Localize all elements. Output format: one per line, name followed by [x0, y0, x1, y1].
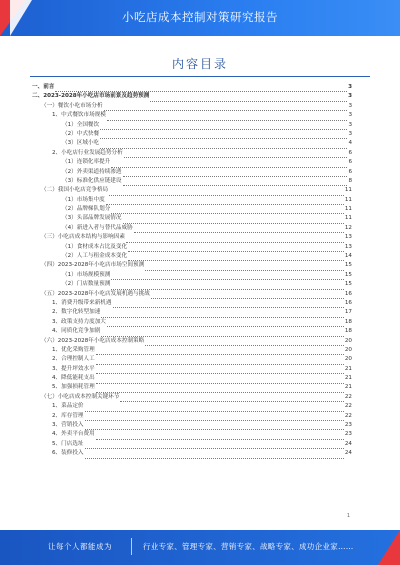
toc-entry-page: 21	[344, 365, 352, 372]
toc-entry[interactable]	[32, 365, 352, 374]
toc-entry-page: 13	[344, 234, 352, 241]
toc-entry[interactable]	[32, 440, 352, 449]
toc-entry-page: 6	[348, 149, 352, 156]
table-of-contents	[32, 83, 352, 459]
footer-red-corner	[378, 530, 400, 565]
toc-entry-page: 22	[344, 412, 352, 419]
toc-entry-label: 4、降低能耗支出	[52, 375, 95, 382]
toc-leader-dots	[85, 423, 344, 430]
toc-entry-page: 21	[344, 384, 352, 391]
toc-entry-page: 11	[344, 187, 352, 194]
toc-entry-label: （三）小吃店成本结构与影响因素	[41, 234, 125, 241]
toc-entry-page: 6	[348, 168, 352, 175]
toc-leader-dots	[101, 330, 344, 337]
toc-leader-dots	[134, 226, 344, 233]
toc-entry-page: 3	[348, 83, 352, 90]
toc-entry-page: 23	[344, 422, 352, 429]
toc-entry-page: 4	[348, 140, 352, 147]
toc-entry-page: 13	[344, 243, 352, 250]
toc-entry-label: 5、加强损耗管理	[52, 384, 95, 391]
toc-entry[interactable]	[32, 290, 352, 299]
toc-leader-dots	[113, 301, 344, 308]
toc-entry[interactable]	[32, 205, 352, 214]
toc-leader-dots	[107, 114, 348, 121]
toc-entry[interactable]	[32, 337, 352, 346]
toc-leader-dots	[100, 123, 347, 130]
toc-entry-label: 4、外卖平台费用	[52, 431, 95, 438]
toc-leader-dots	[96, 377, 344, 384]
toc-entry-page: 20	[344, 356, 352, 363]
toc-leader-dots	[120, 395, 344, 402]
toc-leader-dots	[109, 189, 344, 196]
toc-leader-dots	[124, 151, 348, 158]
toc-leader-dots	[128, 254, 344, 261]
toc-entry-page: 3	[348, 121, 352, 128]
toc-entry-page: 8	[348, 177, 352, 184]
toc-entry-page: 20	[344, 346, 352, 353]
toc-leader-dots	[111, 207, 344, 214]
toc-leader-dots	[85, 442, 344, 449]
toc-entry-page: 24	[344, 450, 352, 457]
toc-leader-dots	[96, 433, 344, 440]
toc-leader-dots	[96, 358, 344, 365]
toc-entry[interactable]	[32, 299, 352, 308]
toc-entry[interactable]	[32, 214, 352, 223]
toc-entry[interactable]	[32, 224, 352, 233]
toc-entry-label: 2、合理控制人工	[52, 356, 95, 363]
toc-entry-page: 15	[344, 262, 352, 269]
toc-leader-dots	[101, 311, 344, 318]
toc-entry-label: 二、2023-2028年小吃店市场前景及趋势预测	[32, 93, 150, 100]
toc-entry[interactable]	[32, 121, 352, 130]
toc-entry-label: （五）2023-2028年小吃店发展机遇与挑战	[41, 290, 150, 297]
toc-entry-label: 6、装修投入	[52, 450, 84, 457]
toc-leader-dots	[96, 348, 344, 355]
toc-entry-label: （1）市场集中度	[62, 196, 105, 203]
toc-entry-label: 2、数字化转型加速	[52, 309, 101, 316]
toc-entry[interactable]	[32, 130, 352, 139]
report-title: 小吃店成本控制对策研究报告	[122, 10, 278, 24]
toc-entry-label: （一）餐饮小吃市场分析	[41, 102, 103, 109]
toc-leader-dots	[123, 179, 348, 186]
toc-entry-label: （2）中式快餐	[62, 130, 100, 137]
toc-entry-label: （六）2023-2028年小吃店成本控制策略	[41, 337, 145, 344]
toc-leader-dots	[123, 217, 344, 224]
toc-leader-dots	[107, 320, 344, 327]
toc-leader-dots	[145, 264, 344, 271]
toc-entry[interactable]	[32, 149, 352, 158]
toc-entry-page: 15	[344, 271, 352, 278]
toc-entry[interactable]	[32, 421, 352, 430]
toc-entry-label: （四）2023-2028年小吃店市场空间预测	[41, 262, 145, 269]
toc-entry[interactable]	[32, 402, 352, 411]
toc-leader-dots	[85, 414, 344, 421]
toc-entry-label: （1）全国餐饮	[62, 121, 100, 128]
toc-entry[interactable]	[32, 186, 352, 195]
toc-entry-page: 11	[344, 206, 352, 213]
toc-entry[interactable]	[32, 196, 352, 205]
toc-entry[interactable]	[32, 158, 352, 167]
toc-entry-page: 12	[344, 224, 352, 231]
toc-leader-dots	[55, 85, 347, 92]
toc-leader-dots	[96, 367, 344, 374]
toc-divider	[30, 76, 370, 77]
toc-entry[interactable]	[32, 233, 352, 242]
toc-entry[interactable]	[32, 355, 352, 364]
toc-entry-page: 3	[348, 102, 352, 109]
toc-entry[interactable]	[32, 102, 352, 111]
toc-entry-page: 16	[344, 290, 352, 297]
page-footer	[0, 530, 400, 565]
toc-entry[interactable]	[32, 327, 352, 336]
toc-entry[interactable]	[32, 449, 352, 458]
toc-entry-page: 23	[344, 431, 352, 438]
footer-tags: 行业专家、管理专家、营销专家、战略专家、成功企业家……	[143, 542, 354, 551]
toc-entry-page: 16	[344, 299, 352, 306]
toc-leader-dots	[111, 161, 347, 168]
toc-entry-page: 3	[348, 112, 352, 119]
page-header	[0, 0, 400, 36]
toc-entry[interactable]	[32, 430, 352, 439]
toc-entry-page: 24	[344, 440, 352, 447]
toc-entry[interactable]	[32, 346, 352, 355]
toc-entry-label: 5、门店选址	[52, 440, 84, 447]
toc-entry-page: 18	[344, 318, 352, 325]
toc-entry-label: （3）头部品牌发展情况	[62, 215, 122, 222]
toc-entry-page: 17	[344, 309, 352, 316]
toc-leader-dots	[100, 132, 347, 139]
toc-entry-label: 2、小吃店行业发展趋势分析	[52, 149, 123, 156]
toc-entry[interactable]	[32, 318, 352, 327]
toc-entry-label: （1）连锁化率提升	[62, 159, 111, 166]
toc-leader-dots	[126, 236, 344, 243]
toc-entry[interactable]	[32, 92, 352, 101]
toc-entry-label: （1）食材成本占比及变化	[62, 243, 128, 250]
toc-entry-label: 1、优化采购管理	[52, 346, 95, 353]
toc-entry-label: 1、消费升级带来新机遇	[52, 299, 112, 306]
toc-leader-dots	[104, 104, 348, 111]
toc-entry-label: （1）市场规模预测	[62, 271, 111, 278]
toc-entry-label: （2）外卖渠道持续渗透	[62, 168, 122, 175]
toc-entry[interactable]	[32, 252, 352, 261]
toc-leader-dots	[100, 142, 347, 149]
toc-entry[interactable]	[32, 393, 352, 402]
toc-entry-page: 22	[344, 403, 352, 410]
toc-entry[interactable]	[32, 261, 352, 270]
toc-entry-label: 4、同质化竞争加剧	[52, 328, 101, 335]
toc-leader-dots	[111, 283, 344, 290]
toc-entry[interactable]	[32, 83, 352, 92]
toc-entry[interactable]	[32, 412, 352, 421]
toc-leader-dots	[150, 95, 347, 102]
toc-entry-label: 3、营销投入	[52, 422, 84, 429]
footer-separator	[131, 538, 132, 555]
toc-entry-label: 3、政策支持力度加大	[52, 318, 106, 325]
toc-entry-label: （2）人工与租金成本变化	[62, 253, 128, 260]
toc-leader-dots	[96, 386, 344, 393]
toc-leader-dots	[85, 452, 344, 459]
toc-entry-label: （3）标准化供应链建设	[62, 177, 122, 184]
toc-heading: 内容目录	[171, 57, 228, 71]
toc-entry-label: （七）小吃店成本控制关键环节	[41, 393, 120, 400]
toc-leader-dots	[123, 170, 348, 177]
toc-leader-dots	[151, 292, 344, 299]
toc-entry[interactable]	[32, 111, 352, 120]
toc-entry-page: 3	[348, 130, 352, 137]
page-number: 1	[346, 513, 350, 519]
toc-entry-page: 14	[344, 253, 352, 260]
toc-entry-label: 1、菜品定价	[52, 403, 84, 410]
toc-entry-page: 22	[344, 393, 352, 400]
toc-entry[interactable]	[32, 280, 352, 289]
toc-entry-page: 11	[344, 196, 352, 203]
toc-entry[interactable]	[32, 271, 352, 280]
toc-entry-label: （4）新进入者与替代品威胁	[62, 224, 133, 231]
toc-leader-dots	[111, 273, 344, 280]
toc-entry[interactable]	[32, 168, 352, 177]
toc-entry-label: （2）品牌梯队划分	[62, 206, 111, 213]
toc-entry-page: 3	[348, 93, 352, 100]
toc-entry-label: 1、中式餐饮市场规模	[52, 112, 106, 119]
toc-leader-dots	[145, 339, 344, 346]
toc-entry-page: 11	[344, 215, 352, 222]
toc-entry-page: 18	[344, 328, 352, 335]
toc-entry-label: （二）我国小吃店竞争格局	[41, 187, 109, 194]
toc-leader-dots	[128, 245, 344, 252]
toc-entry[interactable]	[32, 177, 352, 186]
toc-entry[interactable]	[32, 384, 352, 393]
toc-leader-dots	[85, 405, 344, 412]
toc-entry-page: 20	[344, 337, 352, 344]
toc-entry[interactable]	[32, 374, 352, 383]
toc-entry-page: 6	[348, 159, 352, 166]
toc-entry-page: 21	[344, 375, 352, 382]
toc-entry-page: 15	[344, 281, 352, 288]
toc-entry-label: （2）门店数量预测	[62, 281, 111, 288]
toc-entry-label: （3）区域小吃	[62, 140, 100, 147]
toc-entry[interactable]	[32, 243, 352, 252]
toc-leader-dots	[106, 198, 344, 205]
toc-entry-label: 2、库存管理	[52, 412, 84, 419]
toc-entry-label: 一、前言	[32, 83, 55, 90]
toc-entry[interactable]	[32, 308, 352, 317]
footer-slogan: 让每个人都能成为	[48, 542, 112, 551]
toc-entry-label: 3、提升坪效水平	[52, 365, 95, 372]
toc-entry[interactable]	[32, 139, 352, 148]
